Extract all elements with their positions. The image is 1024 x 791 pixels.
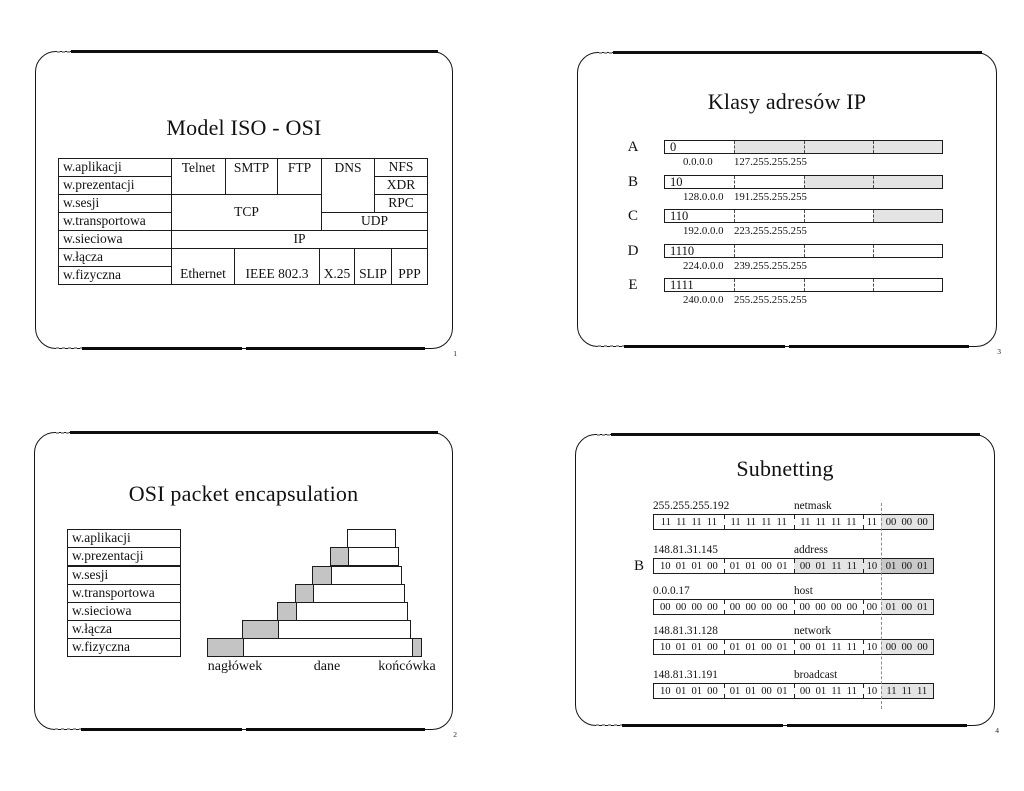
octet-separator (863, 559, 864, 573)
bits: 10 (866, 560, 878, 572)
osi-layer-cell (67, 529, 181, 548)
osi-layer-label: w.łącza (72, 621, 112, 637)
class-prefix-bits (670, 176, 683, 188)
protocol-cell-tcp (171, 194, 322, 231)
network-bit-box (653, 639, 934, 655)
protocol-cell-udp (321, 212, 428, 231)
octet-separator (794, 515, 795, 529)
protocol-cell-ethernet (171, 248, 235, 285)
subnet-bits (863, 640, 880, 654)
octet-2-bits (724, 640, 794, 654)
protocol-label: RPC (388, 195, 414, 211)
osi-layer-label: w.sesji (63, 195, 100, 211)
osi-layer-label: w.transportowa (72, 585, 155, 601)
protocol-label: UDP (360, 213, 388, 229)
osi-layer-label: w.aplikacji (63, 159, 122, 175)
protocol-cell-telnet (171, 158, 226, 195)
subnet-bits (863, 600, 880, 614)
quarter-divider (804, 210, 805, 222)
bits: 01 00 01 (885, 560, 928, 572)
row-name-label: netmask (794, 500, 832, 512)
osi-layer-cell (58, 194, 172, 213)
page-number: 2 (453, 730, 457, 739)
protocol-label: SLIP (359, 265, 387, 281)
range-start: 224.0.0.0 (683, 260, 724, 272)
row-address-label: 148.81.31.145 (653, 544, 718, 556)
octet-separator (794, 600, 795, 614)
protocol-cell-dns (321, 158, 375, 213)
print-mark (55, 728, 82, 730)
broadcast-bit-box (653, 683, 934, 699)
bits: 11 11 11 11 (730, 516, 787, 528)
caption-header: nagłówek (207, 659, 263, 674)
bits: 11 11 11 11 (660, 516, 717, 528)
slide-title: Klasy adresów IP (707, 89, 867, 114)
subnet-bits (863, 684, 880, 698)
frame-bottom-rule (81, 728, 242, 731)
host-bit-box (653, 599, 934, 615)
protocol-label: TCP (234, 204, 259, 220)
bits: 10 01 01 00 (659, 560, 718, 572)
row-address-label: 148.81.31.128 (653, 625, 718, 637)
octet-3-bits (794, 600, 864, 614)
class-b-bar (664, 175, 943, 189)
slide-title: Subnetting (736, 456, 834, 481)
bits: 01 00 01 (885, 601, 928, 613)
class-b-letter: B (627, 174, 638, 190)
octet-separator (724, 600, 725, 614)
bits: 01 01 00 01 (729, 560, 788, 572)
protocol-cell-xdr (374, 176, 428, 195)
caption-data: dane (313, 659, 341, 674)
octet-1-bits (654, 600, 724, 614)
octet-1-bits (654, 559, 724, 573)
packet-trailer (412, 639, 421, 656)
bits: 00 01 11 11 (799, 560, 857, 572)
protocol-label: NFS (388, 159, 414, 175)
row-address-label: 0.0.0.17 (653, 585, 690, 597)
packet-row-datalink (242, 620, 411, 639)
packet-header (278, 603, 297, 620)
protocol-cell-smtp (225, 158, 278, 195)
range-end: 255.255.255.255 (734, 294, 807, 306)
octet-separator (724, 684, 725, 698)
octet-3-bits (794, 515, 864, 529)
row-name-label: broadcast (794, 669, 838, 681)
subnet-bits (863, 559, 880, 573)
bits: 10 01 01 00 (659, 685, 718, 697)
quarter-divider (804, 245, 805, 257)
frame-top-rule (70, 431, 438, 434)
bits: 01 01 00 01 (729, 641, 788, 653)
quarter-divider (873, 141, 874, 153)
osi-layer-cell (58, 248, 172, 267)
octet-separator (863, 515, 864, 529)
slide-2-ip-classes (577, 52, 1001, 356)
class-e-bar (664, 278, 943, 292)
bits: 00 00 00 00 (799, 601, 858, 613)
prefix-bits: 1111 (670, 277, 694, 292)
range-start: 128.0.0.0 (683, 191, 724, 203)
packet-header (296, 585, 314, 602)
protocol-cell-x25 (319, 248, 355, 285)
octet-2-bits (724, 559, 794, 573)
print-mark (596, 724, 623, 726)
packet-row-presentation (330, 547, 399, 566)
class-e-letter: E (628, 277, 638, 293)
quarter-divider (804, 279, 805, 291)
osi-layer-cell (67, 584, 181, 603)
host-part-shading (734, 141, 942, 153)
range-end: 239.255.255.255 (734, 260, 807, 272)
protocol-label: X.25 (323, 265, 351, 281)
packet-header (208, 639, 244, 656)
protocol-cell-ftp (277, 158, 322, 195)
address-bit-box (653, 558, 934, 574)
protocol-label: IEEE 802.3 (245, 265, 309, 281)
osi-layer-label: w.łącza (63, 249, 103, 265)
protocol-label: SMTP (233, 160, 270, 175)
octet-2-bits (724, 515, 794, 529)
packet-row-session (312, 566, 402, 585)
protocol-label: FTP (287, 160, 312, 175)
frame-bottom-rule (622, 724, 783, 727)
frame-bottom-rule (246, 347, 425, 350)
quarter-divider (873, 245, 874, 257)
protocol-label: PPP (398, 265, 421, 281)
class-c-letter: C (627, 208, 638, 224)
quarter-divider (873, 279, 874, 291)
frame-bottom-rule (246, 728, 426, 731)
osi-layer-label: w.fizyczna (72, 639, 130, 655)
frame-top-rule (613, 51, 982, 54)
octet-separator (724, 640, 725, 654)
bits: 00 00 00 (885, 516, 928, 528)
quarter-divider (734, 279, 735, 291)
octet-separator (724, 515, 725, 529)
osi-layer-cell (67, 547, 181, 566)
octet-1-bits (654, 515, 724, 529)
host-bits (881, 600, 933, 614)
packet-header (331, 548, 349, 565)
protocol-label: DNS (334, 160, 362, 175)
osi-layer-cell (58, 230, 172, 249)
slide-title: OSI packet encapsulation (128, 481, 359, 506)
protocol-cell-rpc (374, 194, 428, 213)
octet-2-bits (724, 684, 794, 698)
frame-bottom-rule (82, 347, 242, 350)
class-b-indicator: B (634, 557, 645, 574)
range-start: 0.0.0.0 (683, 156, 713, 168)
slide-4-subnetting (575, 434, 999, 735)
osi-layer-label: w.aplikacji (72, 530, 131, 546)
class-d-letter: D (627, 243, 639, 259)
bits: 10 (866, 685, 878, 697)
page-number: 3 (997, 347, 1001, 356)
bits: 00 01 11 11 (799, 685, 857, 697)
packet-header (313, 567, 332, 584)
osi-layer-cell (67, 638, 181, 657)
frame-top-rule (611, 433, 980, 436)
osi-layer-cell (67, 566, 181, 585)
class-prefix-bits (670, 210, 688, 222)
octet-separator (794, 559, 795, 573)
packet-row-application (347, 529, 396, 548)
class-a-bar (664, 140, 943, 154)
octet-separator (863, 600, 864, 614)
frame-bottom-rule (787, 724, 967, 727)
slide-title: Model ISO - OSI (166, 115, 322, 140)
protocol-label: IP (293, 231, 306, 247)
print-mark (56, 347, 83, 349)
range-start: 192.0.0.0 (683, 225, 724, 237)
bits: 00 00 00 00 (729, 601, 788, 613)
class-prefix-bits (670, 279, 694, 291)
bits: 00 00 00 (885, 641, 928, 653)
host-part-shading (873, 210, 942, 222)
prefix-bits: 10 (670, 174, 683, 189)
protocol-label: XDR (386, 177, 416, 193)
host-bits (881, 559, 933, 573)
frame-top-rule (71, 50, 438, 53)
print-mark (56, 432, 70, 434)
frame-bottom-rule (789, 345, 969, 348)
print-mark (598, 345, 625, 347)
range-end: 223.255.255.255 (734, 225, 807, 237)
osi-layer-label: w.sesji (72, 567, 109, 583)
quarter-divider (734, 245, 735, 257)
protocol-cell-ppp (391, 248, 428, 285)
page-number: 4 (995, 726, 999, 735)
frame-bottom-rule (624, 345, 785, 348)
class-prefix-bits (670, 245, 694, 257)
packet-row-transport (295, 584, 405, 603)
protocol-label: Ethernet (180, 265, 226, 281)
packet-row-network (277, 602, 408, 621)
octet-separator (794, 640, 795, 654)
osi-layer-cell (58, 212, 172, 231)
quarter-divider (734, 176, 735, 188)
row-name-label: network (794, 625, 832, 637)
subnet-boundary-dashed-line (881, 503, 882, 709)
bits: 00 (866, 601, 878, 613)
protocol-cell-nfs (374, 158, 428, 177)
osi-layer-label: w.prezentacji (72, 548, 144, 564)
range-start: 240.0.0.0 (683, 294, 724, 306)
bits: 11 (866, 516, 877, 528)
quarter-divider (804, 141, 805, 153)
octet-2-bits (724, 600, 794, 614)
bits: 10 01 01 00 (659, 641, 718, 653)
quarter-divider (734, 210, 735, 222)
osi-layer-cell (58, 158, 172, 177)
subnet-bits (863, 515, 880, 529)
packet-header (243, 621, 279, 638)
slide-1-model-iso-osi (35, 51, 457, 358)
print-mark (57, 51, 71, 53)
protocol-cell-ip (171, 230, 428, 249)
protocol-label: Telnet (181, 160, 216, 175)
octet-3-bits (794, 684, 864, 698)
protocol-cell-slip (354, 248, 392, 285)
octet-3-bits (794, 559, 864, 573)
slide-3-encapsulation (34, 432, 457, 739)
row-name-label: address (794, 544, 828, 556)
prefix-bits: 0 (670, 139, 677, 154)
bits: 11 11 11 11 (800, 516, 857, 528)
octet-separator (724, 559, 725, 573)
osi-layer-label: w.sieciowa (72, 603, 132, 619)
osi-layer-label: w.fizyczna (63, 267, 121, 283)
protocol-cell-ieee8023 (234, 248, 320, 285)
bits: 00 00 00 00 (659, 601, 718, 613)
osi-layer-label: w.transportowa (63, 213, 146, 229)
prefix-bits: 110 (670, 208, 689, 223)
octet-1-bits (654, 684, 724, 698)
osi-layer-cell (58, 266, 172, 285)
bits: 00 01 11 11 (799, 641, 857, 653)
octet-separator (863, 640, 864, 654)
octet-separator (794, 684, 795, 698)
host-bits (881, 515, 933, 529)
quarter-divider (804, 176, 805, 188)
quarter-divider (734, 141, 735, 153)
packet-row-physical (207, 638, 422, 657)
class-a-letter: A (627, 139, 639, 155)
prefix-bits: 1110 (670, 243, 695, 258)
osi-layer-cell (58, 176, 172, 195)
osi-layer-label: w.prezentacji (63, 177, 135, 193)
row-address-label: 255.255.255.192 (653, 500, 730, 512)
host-bits (881, 640, 933, 654)
netmask-bit-box (653, 514, 934, 530)
class-prefix-bits (670, 141, 676, 153)
print-mark (597, 434, 611, 436)
class-d-bar (664, 244, 943, 258)
range-end: 191.255.255.255 (734, 191, 807, 203)
range-end: 127.255.255.255 (734, 156, 807, 168)
row-name-label: host (794, 585, 813, 597)
osi-layer-label: w.sieciowa (63, 231, 123, 247)
class-c-bar (664, 209, 943, 223)
bits: 11 11 11 (886, 685, 928, 697)
print-mark (599, 52, 613, 54)
octet-separator (863, 684, 864, 698)
osi-layer-cell (67, 620, 181, 639)
osi-layer-cell (67, 602, 181, 621)
octet-1-bits (654, 640, 724, 654)
bits: 10 (866, 641, 878, 653)
octet-3-bits (794, 640, 864, 654)
quarter-divider (873, 210, 874, 222)
page-number: 1 (453, 349, 457, 358)
quarter-divider (873, 176, 874, 188)
bits: 01 01 00 01 (729, 685, 788, 697)
row-address-label: 148.81.31.191 (653, 669, 718, 681)
host-bits (881, 684, 933, 698)
caption-trailer: końcówka (378, 659, 436, 674)
